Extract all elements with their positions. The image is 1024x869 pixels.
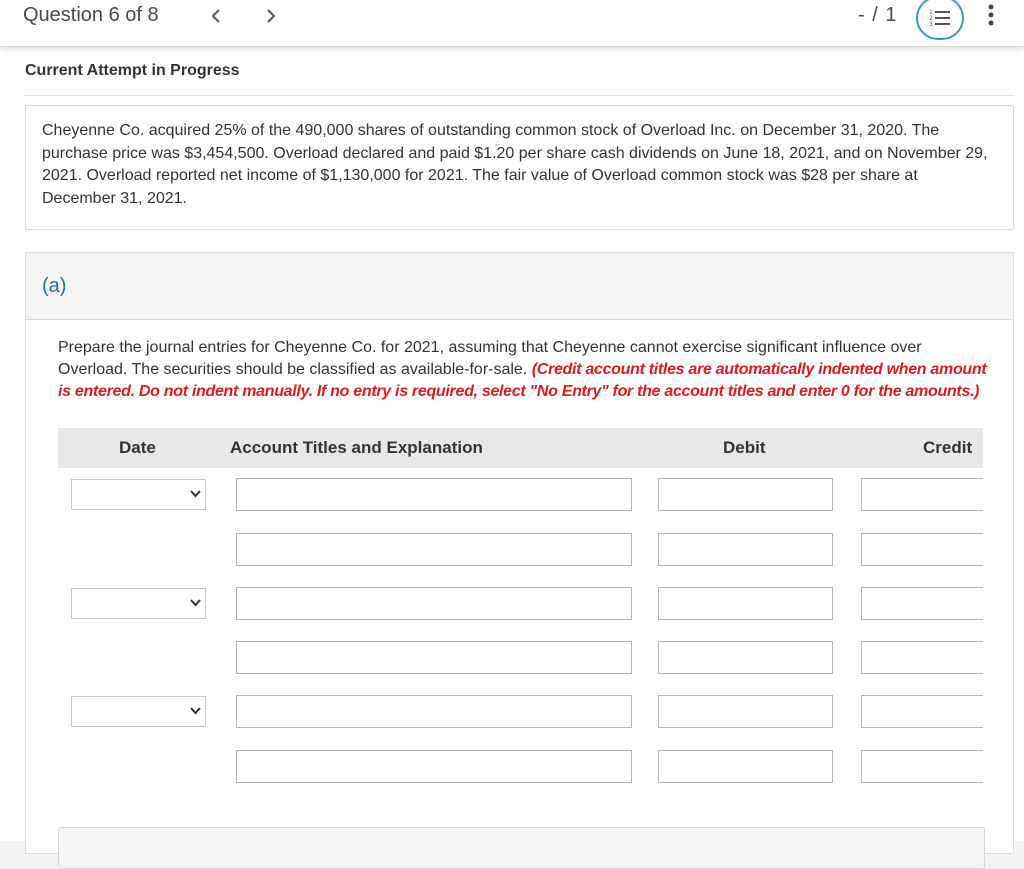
question-list-button[interactable] (916, 0, 964, 40)
svg-text:2: 2 (929, 15, 933, 22)
next-section-box (58, 827, 985, 869)
account-title-input[interactable] (236, 587, 632, 620)
previous-question-button[interactable] (204, 4, 228, 28)
date-select[interactable] (71, 588, 206, 619)
header-credit: Credit (923, 438, 973, 457)
svg-text:3: 3 (929, 21, 933, 28)
chevron-down-icon (190, 490, 201, 498)
more-options-button[interactable] (982, 0, 1000, 30)
instructions-text: Prepare the journal entries for Cheyenne Co. for 2021, assuming that Cheyenne cannot exercise significant influence over Overload. The securities should be classified as available-for-sale. (58, 339, 922, 378)
chevron-left-icon (211, 9, 221, 23)
score-display: - / 1 (858, 4, 898, 26)
debit-input[interactable] (658, 750, 833, 783)
header-account: Account Titles and Explanation (230, 438, 483, 457)
credit-input[interactable] (861, 695, 983, 728)
svg-text:1: 1 (929, 9, 933, 16)
date-select[interactable] (71, 479, 206, 510)
account-title-input[interactable] (236, 750, 632, 783)
account-title-input[interactable] (236, 641, 632, 674)
account-title-input[interactable] (236, 533, 632, 566)
part-header (26, 253, 1013, 320)
attempt-status: Current Attempt in Progress (25, 62, 240, 79)
account-title-input[interactable] (236, 695, 632, 728)
account-title-input[interactable] (236, 478, 632, 511)
next-question-button[interactable] (259, 4, 283, 28)
header-date: Date (119, 438, 156, 457)
question-content (0, 47, 1024, 841)
instructions (58, 337, 988, 403)
vertical-ellipsis-icon (982, 0, 1000, 30)
problem-statement-box (25, 105, 1014, 230)
problem-text: Cheyenne Co. acquired 25% of the 490,000 shares of outstanding common stock of Overload Inc. on December 31, 2020. The purchase price was $3,454,500. Overload declared and paid $1.20 per share cash dividends on June 18, 2021, and on November 29, 2021. Overload reported net income of $1,130,000 for 2021. The fair value of Overload common stock was $28 per share at December 31, 2021. (42, 122, 988, 207)
debit-input[interactable] (658, 587, 833, 620)
credit-input[interactable] (861, 478, 983, 511)
debit-input[interactable] (658, 641, 833, 674)
date-select[interactable] (71, 696, 206, 727)
question-title: Question 6 of 8 (23, 4, 159, 26)
debit-input[interactable] (658, 695, 833, 728)
part-a-panel (25, 252, 1014, 854)
chevron-right-icon (266, 9, 276, 23)
header-debit: Debit (723, 438, 766, 457)
credit-input[interactable] (861, 641, 983, 674)
credit-input[interactable] (861, 750, 983, 783)
credit-input[interactable] (861, 533, 983, 566)
instructions-note: (Credit account titles are automatically indented when amount is entered. Do not indent manually. If no entry is required, select "No Entry" for the account titles and enter 0 for the amounts.) (58, 361, 987, 400)
divider (25, 95, 1014, 96)
debit-input[interactable] (658, 478, 833, 511)
chevron-down-icon (190, 599, 201, 607)
credit-input[interactable] (861, 587, 983, 620)
chevron-down-icon (190, 707, 201, 715)
question-header (0, 0, 1024, 47)
debit-input[interactable] (658, 533, 833, 566)
part-label: (a) (42, 275, 67, 297)
journal-table-header (58, 428, 983, 468)
numbered-list-icon (929, 8, 951, 28)
